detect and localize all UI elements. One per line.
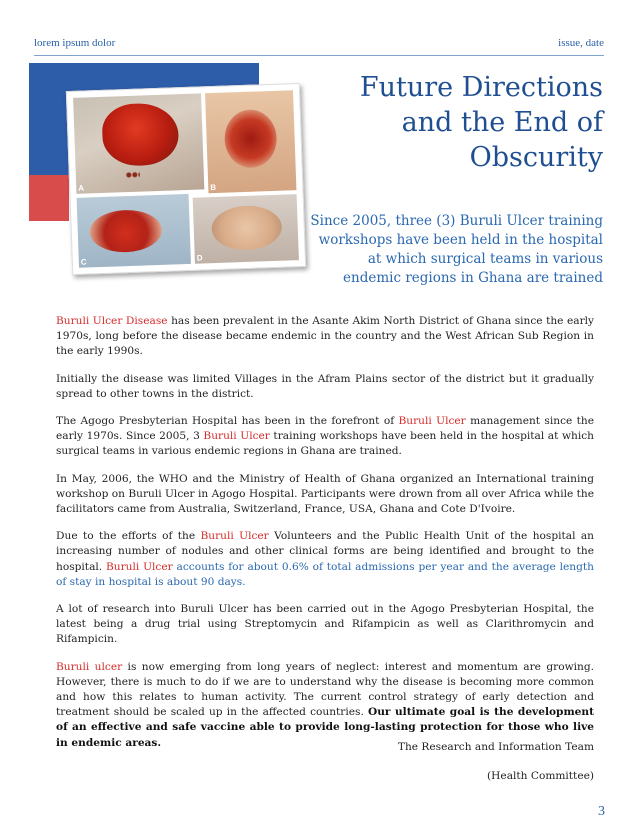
highlight-term: Buruli Ulcer: [105, 560, 173, 573]
subtitle-line: Since 2005, three (3) Buruli Ulcer training: [310, 213, 603, 229]
paragraph-text: training workshops have been held in the hospital at which surgical teams in various endemic regions in Ghana are trained.: [56, 430, 594, 458]
paragraph: [56, 529, 594, 590]
paragraph-text: Volunteers and the Public Health Unit of the hospital an increasing number of nodules and other clinical forms are being identified and brought to the hospital.: [56, 530, 594, 573]
page-number: 3: [598, 804, 605, 819]
article-subtitle: [303, 212, 603, 288]
healed-skin: [211, 205, 282, 251]
highlight-term: Buruli Ulcer: [200, 530, 269, 543]
ulcer-lesion: [101, 102, 179, 167]
panel-label: C: [80, 257, 87, 267]
lesion-spots: [126, 172, 140, 178]
highlight-term: Buruli Ulcer: [203, 430, 270, 443]
article-title: [313, 70, 603, 175]
header-publication: lorem ipsum dolor: [34, 37, 116, 49]
decorative-red-block: [29, 175, 69, 221]
goal-statement: Our ultimate goal is the development of an effective and safe vaccine able to provide long-lasting protection for those who live in endemic areas.: [56, 706, 594, 749]
ulcer-lesion: [89, 209, 162, 253]
photo-panel-c: [77, 194, 191, 268]
header-issue-date: issue, date: [558, 37, 604, 49]
title-line: Future Directions: [359, 72, 603, 103]
panel-label: B: [210, 182, 217, 193]
subtitle-line: endemic regions in Ghana are trained: [343, 270, 603, 286]
subtitle-line: at which surgical teams in various: [367, 251, 603, 267]
subtitle-line: workshops have been held in the hospital: [318, 232, 603, 248]
photo-panel-b: [205, 90, 296, 193]
photo-panel-a: [73, 93, 204, 193]
title-line: Obscurity: [469, 142, 603, 173]
paragraph-text: Due to the efforts of the: [56, 530, 201, 543]
paragraph: [56, 414, 594, 460]
paragraph-text: has been prevalent in the Asante Akim North District of Ghana since the early 1970s, long before the disease became endemic in the country and the West African Sub Region in the early 1990s.: [56, 315, 595, 358]
paragraph-text: The Agogo Presbyterian Hospital has been in the forefront of: [56, 415, 399, 428]
highlight-statistic: accounts for about 0.6% of total admissions per year and the average length of stay in hospital is about 90 days.: [56, 560, 594, 588]
paragraph: [56, 372, 594, 402]
highlight-term: Buruli Ulcer: [398, 415, 466, 428]
title-line: and the End of: [401, 107, 603, 138]
photo-panel-d: [193, 194, 299, 264]
panel-label: D: [196, 253, 203, 263]
paragraph: [56, 602, 594, 648]
paragraph: [56, 314, 594, 360]
paragraph-text: management since the early 1970s. Since 2005, 3: [56, 415, 595, 443]
header-divider: [34, 55, 604, 56]
paragraph-text: A lot of research into Buruli Ulcer has been carried out in the Agogo Presbyterian Hospital, the latest being a drug trial using Streptomycin and Rifampicin as well as Clarithromycin and Rifampicin.: [56, 603, 594, 646]
article-body: [56, 314, 594, 763]
paragraph: [56, 472, 594, 518]
panel-label: A: [78, 183, 85, 193]
highlight-term: Buruli Ulcer Disease: [56, 315, 168, 327]
signature-committee: (Health Committee): [487, 770, 594, 782]
ulcer-lesion: [224, 109, 278, 169]
paragraph: [56, 660, 594, 751]
paragraph-text: In May, 2006, the WHO and the Ministry of Health of Ghana organized an International training workshop on Buruli Ulcer in Agogo Hospital. Participants were drown from all over Africa while the facilitators came from Australia, Switzerland, France, USA, Ghana and Cote D'Ivoire.: [56, 472, 594, 516]
paragraph-text: Initially the disease was limited Villages in the Afram Plains sector of the district but it gradually spread to other towns in the district.: [56, 372, 594, 400]
wound-photo-collage: [66, 83, 306, 275]
signature-team: The Research and Information Team: [397, 741, 594, 753]
highlight-term: Buruli ulcer: [56, 660, 123, 673]
paragraph-text: is now emerging from long years of neglect: interest and momentum are growing. However, there is much to do if we are to understand why the disease is becoming more common and how this relates to human activity. The current control strategy of early detection and treatment should be scaled up in the affected countries.: [56, 660, 594, 719]
